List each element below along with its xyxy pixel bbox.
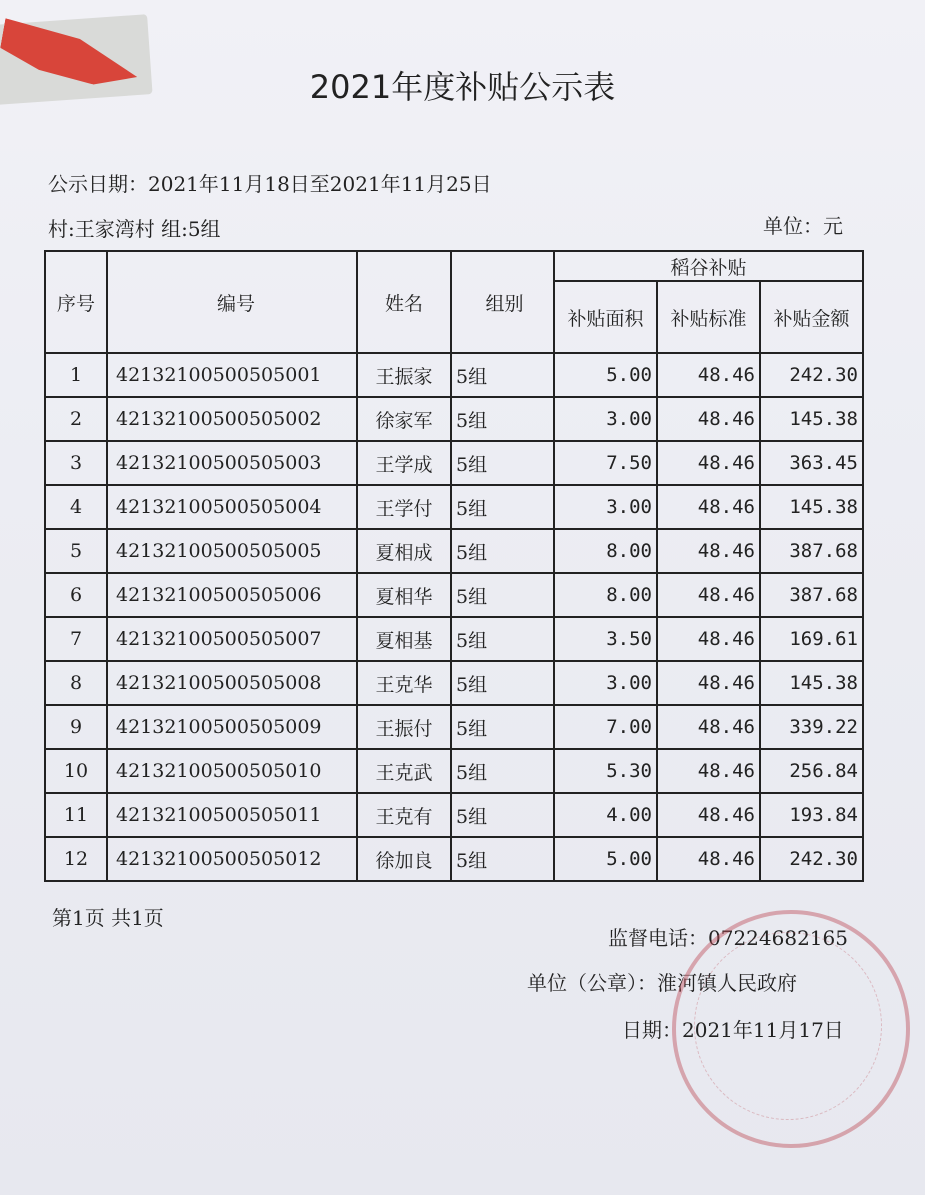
cell-group: 5组 [451, 749, 554, 793]
cell-area: 7.00 [554, 705, 657, 749]
cell-group: 5组 [451, 661, 554, 705]
table-row [45, 661, 863, 705]
cell-seq: 3 [45, 441, 107, 485]
cell-amount: 242.30 [760, 353, 863, 397]
seal-inner-ring [694, 932, 882, 1120]
cell-standard: 48.46 [657, 485, 760, 529]
cell-seq: 10 [45, 749, 107, 793]
cell-group: 5组 [451, 485, 554, 529]
header-group: 组别 [451, 251, 554, 353]
cell-code: 42132100500505001 [107, 353, 357, 397]
cell-area: 3.00 [554, 661, 657, 705]
cell-group: 5组 [451, 793, 554, 837]
cell-amount: 145.38 [760, 485, 863, 529]
cell-standard: 48.46 [657, 573, 760, 617]
cell-code: 42132100500505012 [107, 837, 357, 881]
cell-group: 5组 [451, 397, 554, 441]
cell-name: 夏相基 [357, 617, 451, 661]
table-row [45, 617, 863, 661]
table-row [45, 441, 863, 485]
cell-amount: 387.68 [760, 529, 863, 573]
cell-area: 5.00 [554, 837, 657, 881]
cell-name: 王克有 [357, 793, 451, 837]
cell-area: 7.50 [554, 441, 657, 485]
cell-seq: 7 [45, 617, 107, 661]
cell-group: 5组 [451, 441, 554, 485]
cell-group: 5组 [451, 617, 554, 661]
issuing-unit: 单位（公章）：淮河镇人民政府 [527, 971, 797, 995]
cell-area: 3.00 [554, 485, 657, 529]
cell-name: 王克华 [357, 661, 451, 705]
cell-amount: 145.38 [760, 397, 863, 441]
cell-standard: 48.46 [657, 529, 760, 573]
table-row [45, 793, 863, 837]
village-group-info: 村:王家湾村 组:5组 [48, 217, 221, 241]
cell-code: 42132100500505003 [107, 441, 357, 485]
table-row [45, 353, 863, 397]
cell-seq: 8 [45, 661, 107, 705]
cell-name: 夏相成 [357, 529, 451, 573]
cell-group: 5组 [451, 705, 554, 749]
cell-area: 3.00 [554, 397, 657, 441]
supervision-phone: 监督电话：07224682165 [608, 926, 848, 950]
cell-name: 夏相华 [357, 573, 451, 617]
cell-standard: 48.46 [657, 705, 760, 749]
cell-amount: 363.45 [760, 441, 863, 485]
cell-amount: 242.30 [760, 837, 863, 881]
cell-code: 42132100500505010 [107, 749, 357, 793]
currency-unit: 单位：元 [763, 214, 843, 238]
cell-area: 5.30 [554, 749, 657, 793]
table-row [45, 837, 863, 881]
header-code: 编号 [107, 251, 357, 353]
cell-seq: 12 [45, 837, 107, 881]
cell-seq: 9 [45, 705, 107, 749]
cell-name: 王学付 [357, 485, 451, 529]
official-seal-stamp [672, 910, 910, 1148]
cell-name: 王振家 [357, 353, 451, 397]
header-seq: 序号 [45, 251, 107, 353]
cell-group: 5组 [451, 573, 554, 617]
table-row [45, 749, 863, 793]
cell-group: 5组 [451, 353, 554, 397]
table-row [45, 705, 863, 749]
cell-code: 42132100500505009 [107, 705, 357, 749]
cell-standard: 48.46 [657, 837, 760, 881]
cell-code: 42132100500505006 [107, 573, 357, 617]
cell-area: 3.50 [554, 617, 657, 661]
cell-standard: 48.46 [657, 661, 760, 705]
cell-code: 42132100500505002 [107, 397, 357, 441]
header-rice-subsidy: 稻谷补贴 [554, 251, 863, 281]
cell-name: 王学成 [357, 441, 451, 485]
page-title: 2021年度补贴公示表 [309, 68, 616, 106]
cell-seq: 1 [45, 353, 107, 397]
cell-seq: 6 [45, 573, 107, 617]
cell-code: 42132100500505005 [107, 529, 357, 573]
issue-date: 日期：2021年11月17日 [622, 1018, 844, 1042]
cell-standard: 48.46 [657, 353, 760, 397]
cell-standard: 48.46 [657, 397, 760, 441]
cell-area: 4.00 [554, 793, 657, 837]
header-name: 姓名 [357, 251, 451, 353]
subsidy-table [44, 250, 864, 882]
cell-amount: 339.22 [760, 705, 863, 749]
cell-group: 5组 [451, 529, 554, 573]
cell-name: 徐家军 [357, 397, 451, 441]
cell-seq: 4 [45, 485, 107, 529]
cell-code: 42132100500505011 [107, 793, 357, 837]
cell-area: 8.00 [554, 529, 657, 573]
cell-amount: 193.84 [760, 793, 863, 837]
cell-area: 8.00 [554, 573, 657, 617]
table-row [45, 485, 863, 529]
cell-name: 徐加良 [357, 837, 451, 881]
header-amount: 补贴金额 [760, 281, 863, 353]
cell-standard: 48.46 [657, 617, 760, 661]
cell-amount: 169.61 [760, 617, 863, 661]
cell-area: 5.00 [554, 353, 657, 397]
cell-standard: 48.46 [657, 441, 760, 485]
cell-amount: 256.84 [760, 749, 863, 793]
cell-code: 42132100500505008 [107, 661, 357, 705]
cell-standard: 48.46 [657, 793, 760, 837]
cell-seq: 5 [45, 529, 107, 573]
cell-amount: 145.38 [760, 661, 863, 705]
cell-amount: 387.68 [760, 573, 863, 617]
cell-name: 王振付 [357, 705, 451, 749]
page-count: 第1页 共1页 [52, 906, 164, 930]
cell-seq: 2 [45, 397, 107, 441]
table-row [45, 529, 863, 573]
table-row [45, 397, 863, 441]
table-body [45, 353, 863, 881]
cell-standard: 48.46 [657, 749, 760, 793]
header-area: 补贴面积 [554, 281, 657, 353]
cell-code: 42132100500505004 [107, 485, 357, 529]
header-standard: 补贴标准 [657, 281, 760, 353]
announcement-date: 公示日期：2021年11月18日至2021年11月25日 [48, 172, 492, 196]
cell-group: 5组 [451, 837, 554, 881]
cell-code: 42132100500505007 [107, 617, 357, 661]
cell-name: 王克武 [357, 749, 451, 793]
table-row [45, 573, 863, 617]
cell-seq: 11 [45, 793, 107, 837]
